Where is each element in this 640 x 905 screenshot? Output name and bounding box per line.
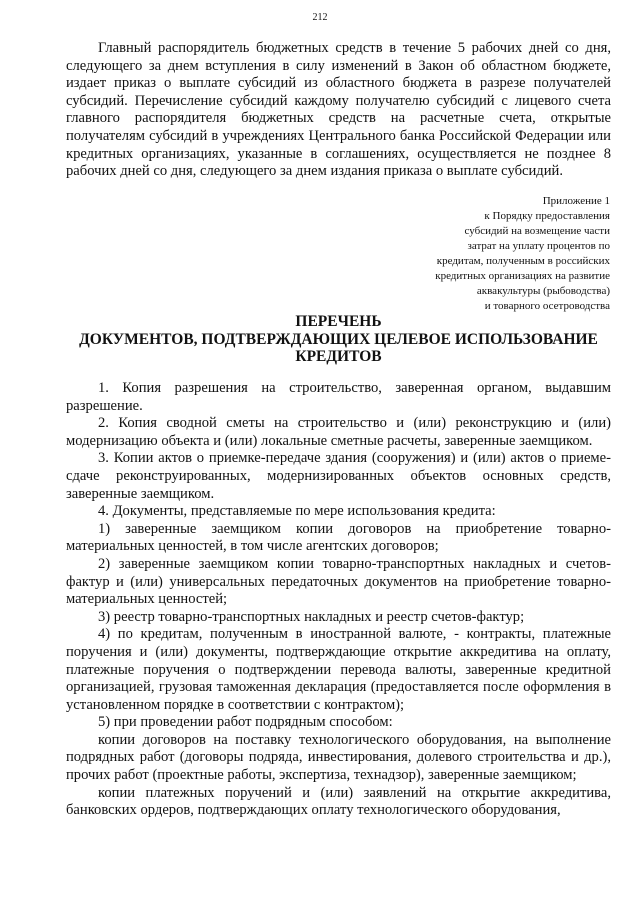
list-item: 2. Копия сводной сметы на строительство и (или) реконструкцию и (или) модернизацию объекта и (или) локальные сметные расчеты, заверенные заемщиком. xyxy=(66,415,611,449)
appendix-line: к Порядку предоставления xyxy=(484,210,610,222)
list-item: 2) заверенные заемщиком копии товарно-транспортных накладных и счетов-фактур и (или) универсальных передаточных документов на приобретение товарно-материальных ценностей; xyxy=(66,555,611,608)
list-item: 4. Документы, представляемые по мере использования кредита: xyxy=(98,503,496,520)
list-item: копии платежных поручений и (или) заявлений на открытие аккредитива, банковских ордеров, подтверждающих оплату технологического оборудования, xyxy=(66,784,611,819)
list-item: 5) при проведении работ подрядным способом: xyxy=(98,714,393,731)
heading-line: КРЕДИТОВ xyxy=(295,348,382,365)
list-item: 1) заверенные заемщиком копии договоров на приобретение товарно-материальных ценностей, в том числе агентских договоров; xyxy=(66,520,611,555)
appendix-line: кредитам, полученным в российских xyxy=(436,255,610,267)
heading-line: ДОКУМЕНТОВ, ПОДТВЕРЖДАЮЩИХ ЦЕЛЕВОЕ ИСПОЛЬЗОВАНИЕ xyxy=(79,330,598,348)
appendix-line: и товарного осетроводства xyxy=(484,300,610,312)
document-heading xyxy=(66,313,611,366)
list-item: 4) по кредитам, полученным в иностранной валюте, - контракты, платежные поручения и (или) документы, подтверждающие открытие аккредитива на оплату, платежные поручения о подтверждении перевода валюты, заверенные кредитной организацией, грузовая таможенная декларация (предоставляется после оформления в установленном порядке в соответствии с контрактом); xyxy=(66,626,611,713)
appendix-line: кредитных организациях на развитие xyxy=(435,270,610,282)
appendix-line: затрат на уплату процентов по xyxy=(467,240,610,252)
document-list xyxy=(66,380,611,820)
appendix-line: аквакультуры (рыбоводства) xyxy=(476,285,610,297)
appendix-line: субсидий на возмещение части xyxy=(464,225,610,237)
list-item: 3) реестр товарно-транспортных накладных и реестр счетов-фактур; xyxy=(98,608,525,625)
list-item: копии договоров на поставку технологического оборудования, на выполнение подрядных работ (договоры подряда, инвестирования, долевого строительства и др.), прочих работ (проектные работы, экспертиза, технадзор), заверенные заемщиком; xyxy=(66,731,611,784)
list-item: 1. Копия разрешения на строительство, заверенная органом, выдавшим разрешение. xyxy=(66,380,611,414)
heading-line: ПЕРЕЧЕНЬ xyxy=(295,313,382,330)
intro-paragraph: Главный распорядитель бюджетных средств в течение 5 рабочих дней со дня, следующего за днем вступления в силу изменений в Закон об областном бюджете, издает приказ о выплате субсидий из областного бюджета в разрезе получателей субсидий. Перечисление субсидий каждому получателю субсидий с лицевого счета главного распорядителя бюджетных средств на расчетные счета, открытые получателям субсидий в учреждениях Центрального банка Российской Федерации или кредитных организациях, указанные в соглашениях, осуществляется не позднее 8 рабочих дней со дня, следующего за днем издания приказа о выплате субсидий. xyxy=(66,40,611,180)
appendix-line: Приложение 1 xyxy=(542,195,610,207)
page-number: 212 xyxy=(312,12,328,23)
list-item: 3. Копии актов о приемке-передаче здания (сооружения) и (или) актов о приеме-сдаче реконструированных, модернизированных объектов основных средств, заверенные заемщиком. xyxy=(66,450,611,502)
appendix-note xyxy=(370,194,610,314)
